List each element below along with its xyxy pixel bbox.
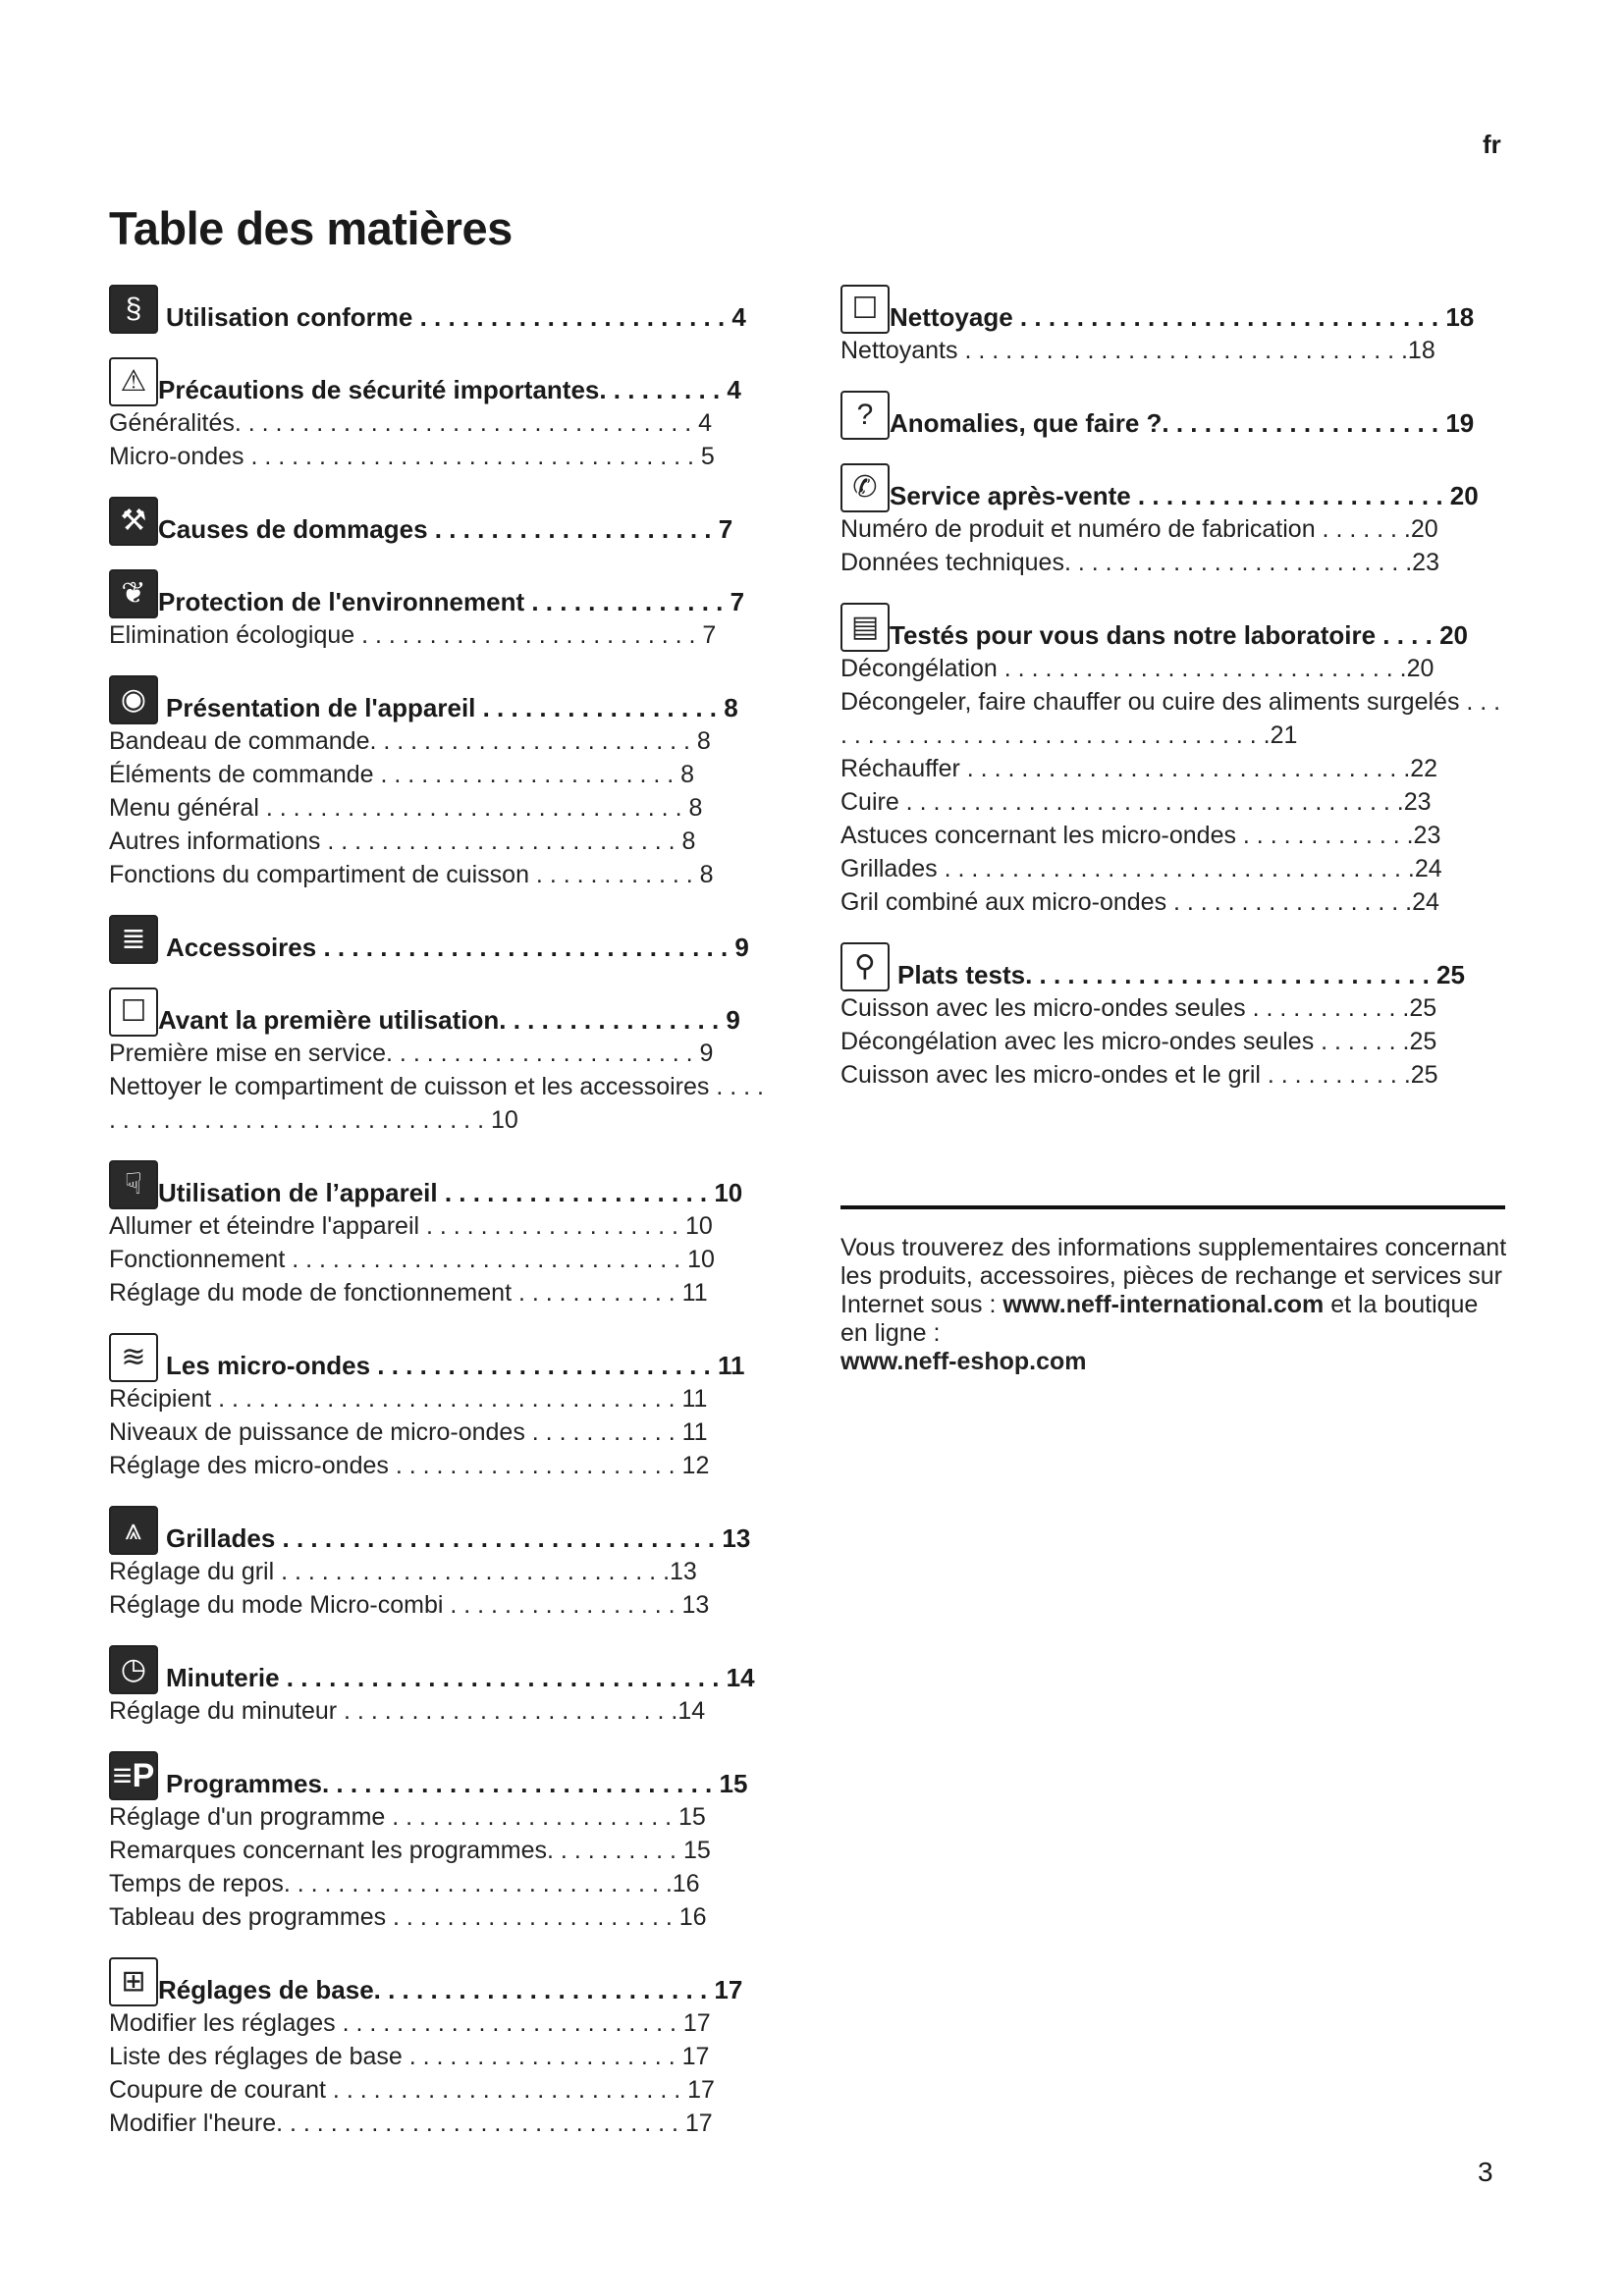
toc-section xyxy=(109,1751,777,1934)
toc-entry[interactable]: Niveaux de puissance de micro-ondes . . . . . . . . . . . 11 xyxy=(109,1418,708,1446)
toc-entry[interactable]: Nettoyants . . . . . . . . . . . . . . . . . . . . . . . . . . . . . . . . .18 xyxy=(840,337,1435,364)
toc-entry[interactable]: Décongélation avec les micro-ondes seules . . . . . . .25 xyxy=(840,1028,1437,1055)
toc-entry[interactable]: Modifier l'heure. . . . . . . . . . . . . . . . . . . . . . . . . . . . . . 17 xyxy=(109,2109,713,2137)
toc-entry[interactable]: Réglage des micro-ondes . . . . . . . . . . . . . . . . . . . . . 12 xyxy=(109,1452,710,1479)
toc-entry[interactable]: Micro-ondes . . . . . . . . . . . . . . . . . . . . . . . . . . . . . . . . . 5 xyxy=(109,443,715,470)
toc-section-title: Grillades . . . . . . . . . . . . . . . . . . . . . . . . . . . . . . . 13 xyxy=(166,1524,751,1554)
toc-entry[interactable]: Première mise en service. . . . . . . . . . . . . . . . . . . . . . . 9 xyxy=(109,1040,714,1067)
toc-entry[interactable]: Allumer et éteindre l'appareil . . . . . . . . . . . . . . . . . . . 10 xyxy=(109,1212,713,1240)
toc-section-heading[interactable] xyxy=(109,357,777,406)
toc-section-title: Protection de l'environnement . . . . . . . . . . . . . . 7 xyxy=(158,588,745,617)
toc-entry[interactable]: Numéro de produit et numéro de fabrication . . . . . . .20 xyxy=(840,515,1438,543)
programmes-p-icon: ≡P xyxy=(109,1751,158,1800)
microwave-waves-icon: ≋ xyxy=(109,1333,158,1382)
toc-entry[interactable]: Grillades . . . . . . . . . . . . . . . . . . . . . . . . . . . . . . . . . . .24 xyxy=(840,855,1442,882)
toc-entry[interactable]: Cuire . . . . . . . . . . . . . . . . . . . . . . . . . . . . . . . . . . . . .23 xyxy=(840,788,1432,816)
toc-section-title: Utilisation conforme . . . . . . . . . . . . . . . . . . . . . . 4 xyxy=(166,303,746,333)
toc-entry[interactable]: Généralités. . . . . . . . . . . . . . . . . . . . . . . . . . . . . . . . . . 4 xyxy=(109,409,713,437)
toc-section-title: Nettoyage . . . . . . . . . . . . . . . . . . . . . . . . . . . . . . 18 xyxy=(890,303,1475,333)
toc-section-title: Anomalies, que faire ?. . . . . . . . . . . . . . . . . . . . 19 xyxy=(890,409,1475,439)
link-neff-eshop[interactable]: www.neff-eshop.com xyxy=(840,1348,1087,1375)
toc-section-heading[interactable] xyxy=(109,675,777,724)
toc-left-column xyxy=(109,285,777,2163)
toc-section-heading[interactable] xyxy=(109,1645,777,1694)
toc-entry[interactable]: Réchauffer . . . . . . . . . . . . . . . . . . . . . . . . . . . . . . . . .22 xyxy=(840,755,1438,782)
toc-section xyxy=(109,1333,777,1482)
toc-entry[interactable]: Cuisson avec les micro-ondes et le gril . . . . . . . . . . .25 xyxy=(840,1061,1438,1089)
leaf-environment-icon: ❦ xyxy=(109,569,158,618)
info-text: Vous trouverez des informations supplementaires concernant les produits, accessoires, pièces de rechange et services sur Internet sous : xyxy=(840,1234,1507,1318)
basic-settings-grid-icon: ⊞ xyxy=(109,1957,158,2006)
toc-entry[interactable]: Réglage du mode de fonctionnement . . . . . . . . . . . . 11 xyxy=(109,1279,708,1307)
toc-entry[interactable]: Remarques concernant les programmes. . . . . . . . . . 15 xyxy=(109,1837,711,1864)
toc-entry[interactable]: Éléments de commande . . . . . . . . . . . . . . . . . . . . . . 8 xyxy=(109,761,695,788)
toc-section xyxy=(109,569,777,652)
toc-entry[interactable]: Temps de repos. . . . . . . . . . . . . . . . . . . . . . . . . . . . .16 xyxy=(109,1870,700,1897)
toc-section xyxy=(109,285,777,334)
accessories-tray-icon: ≣ xyxy=(109,915,158,964)
toc-section-heading[interactable] xyxy=(840,463,1510,512)
toc-section-title: Minuterie . . . . . . . . . . . . . . . . . . . . . . . . . . . . . . . 14 xyxy=(166,1664,755,1693)
magnifier-test-icon: ⚲ xyxy=(840,942,890,991)
toc-section-heading[interactable] xyxy=(840,942,1510,991)
toc-section xyxy=(109,1160,777,1309)
toc-section-heading[interactable] xyxy=(109,915,777,964)
timer-clock-icon: ◷ xyxy=(109,1645,158,1694)
toc-section-heading[interactable] xyxy=(109,1751,777,1800)
toc-entry[interactable]: Elimination écologique . . . . . . . . . . . . . . . . . . . . . . . . . 7 xyxy=(109,621,717,649)
toc-entry[interactable]: Décongeler, faire chauffer ou cuire des aliments surgelés . . . . . . . . . . . . . . . . . . . . . . . . . . . . . . . . . . .21 xyxy=(840,688,1501,749)
section-hand-icon: § xyxy=(109,285,158,334)
page-number: 3 xyxy=(1478,2157,1493,2187)
toc-section xyxy=(109,675,777,891)
toc-section xyxy=(109,1506,777,1622)
toc-section-heading[interactable] xyxy=(840,391,1510,440)
toc-section xyxy=(840,463,1510,579)
toc-entry[interactable]: Réglage d'un programme . . . . . . . . . . . . . . . . . . . . . 15 xyxy=(109,1803,706,1831)
info-divider xyxy=(840,1205,1505,1209)
question-mark-icon: ? xyxy=(840,391,890,440)
toc-section-heading[interactable] xyxy=(109,1333,777,1382)
grill-heater-icon: ⩓ xyxy=(109,1506,158,1555)
toc-section-heading[interactable] xyxy=(109,1957,777,2006)
toc-entry[interactable]: Tableau des programmes . . . . . . . . . . . . . . . . . . . . . 16 xyxy=(109,1903,707,1931)
eye-icon: ◉ xyxy=(109,675,158,724)
toc-entry[interactable]: Réglage du mode Micro-combi . . . . . . . . . . . . . . . . . 13 xyxy=(109,1591,710,1619)
toc-section-heading[interactable] xyxy=(109,988,777,1037)
oven-hand-icon: ☐ xyxy=(109,988,158,1037)
toc-section-heading[interactable] xyxy=(109,1160,777,1209)
operation-hand-icon: ☟ xyxy=(109,1160,158,1209)
toc-section-title: Avant la première utilisation. . . . . . . . . . . . . . . . 9 xyxy=(158,1006,740,1036)
warning-triangle-icon: ⚠ xyxy=(109,357,158,406)
telephone-icon: ✆ xyxy=(840,463,890,512)
toc-entry[interactable]: Autres informations . . . . . . . . . . . . . . . . . . . . . . . . . . 8 xyxy=(109,828,696,855)
toc-section-heading[interactable] xyxy=(109,569,777,618)
toc-section-heading[interactable] xyxy=(840,285,1510,334)
toc-entry[interactable]: Astuces concernant les micro-ondes . . . . . . . . . . . . .23 xyxy=(840,822,1441,849)
toc-section xyxy=(109,497,777,546)
toc-section-title: Plats tests. . . . . . . . . . . . . . . . . . . . . . . . . . . . . 25 xyxy=(897,961,1465,990)
info-note xyxy=(840,1234,1510,1376)
toc-section xyxy=(840,603,1510,919)
toc-section-title: Accessoires . . . . . . . . . . . . . . . . . . . . . . . . . . . . . 9 xyxy=(166,934,749,963)
toc-entry[interactable]: Gril combiné aux micro-ondes . . . . . . . . . . . . . . . . . .24 xyxy=(840,888,1439,916)
toc-entry[interactable]: Décongélation . . . . . . . . . . . . . . . . . . . . . . . . . . . . . .20 xyxy=(840,655,1435,682)
toc-section xyxy=(109,988,777,1137)
toc-section-heading[interactable] xyxy=(109,1506,777,1555)
toc-entry[interactable]: Données techniques. . . . . . . . . . . . . . . . . . . . . . . . . .23 xyxy=(840,549,1439,576)
toc-section xyxy=(109,1645,777,1728)
language-code: fr xyxy=(1483,130,1501,159)
toc-section-heading[interactable] xyxy=(109,497,777,546)
hammer-damage-icon: ⚒ xyxy=(109,497,158,546)
toc-section-title: Utilisation de l’appareil . . . . . . . . . . . . . . . . . . . 10 xyxy=(158,1179,743,1208)
toc-section-heading[interactable] xyxy=(109,285,777,334)
toc-entry[interactable]: Cuisson avec les micro-ondes seules . . . . . . . . . . . .25 xyxy=(840,994,1437,1022)
toc-section xyxy=(109,357,777,473)
page-title: Table des matières xyxy=(109,202,513,254)
toc-entry[interactable]: Réglage du gril . . . . . . . . . . . . . . . . . . . . . . . . . . . . .13 xyxy=(109,1558,697,1585)
toc-section-heading[interactable] xyxy=(840,603,1510,652)
toc-entry[interactable]: Récipient . . . . . . . . . . . . . . . . . . . . . . . . . . . . . . . . . . 11 xyxy=(109,1385,708,1413)
toc-section-title: Précautions de sécurité importantes. . . . . . . . . 4 xyxy=(158,376,741,405)
toc-section-title: Causes de dommages . . . . . . . . . . . . . . . . . . . . 7 xyxy=(158,515,733,545)
toc-entry[interactable]: Fonctionnement . . . . . . . . . . . . . . . . . . . . . . . . . . . . . 10 xyxy=(109,1246,715,1273)
toc-section-title: Réglages de base. . . . . . . . . . . . . . . . . . . . . . . . 17 xyxy=(158,1976,743,2005)
toc-entry[interactable]: Modifier les réglages . . . . . . . . . . . . . . . . . . . . . . . . . 17 xyxy=(109,2009,711,2037)
toc-entry[interactable]: Nettoyer le compartiment de cuisson et les accessoires . . . . . . . . . . . . . . . . . . . . . . . . . . . . . . . . 10 xyxy=(109,1073,764,1134)
document-list-icon: ▤ xyxy=(840,603,890,652)
toc-entry[interactable]: Coupure de courant . . . . . . . . . . . . . . . . . . . . . . . . . . 17 xyxy=(109,2076,715,2104)
toc-section-title: Testés pour vous dans notre laboratoire . . . . 20 xyxy=(890,621,1468,651)
toc-section xyxy=(840,391,1510,440)
toc-entry[interactable]: Bandeau de commande. . . . . . . . . . . . . . . . . . . . . . . . 8 xyxy=(109,727,711,755)
toc-section-title: Présentation de l'appareil . . . . . . . . . . . . . . . . . 8 xyxy=(166,694,738,723)
toc-entry[interactable]: Fonctions du compartiment de cuisson . . . . . . . . . . . . 8 xyxy=(109,861,714,888)
toc-entry[interactable]: Menu général . . . . . . . . . . . . . . . . . . . . . . . . . . . . . . . 8 xyxy=(109,794,703,822)
toc-section-title: Les micro-ondes . . . . . . . . . . . . . . . . . . . . . . . . 11 xyxy=(166,1352,745,1381)
toc-section xyxy=(840,285,1510,367)
cleaning-hand-icon: ☐ xyxy=(840,285,890,334)
toc-section xyxy=(109,1957,777,2140)
toc-section xyxy=(840,942,1510,1092)
toc-right-column xyxy=(840,285,1510,1115)
toc-section-title: Service après-vente . . . . . . . . . . . . . . . . . . . . . . 20 xyxy=(890,482,1479,511)
info-text-continued: et la boutique en ligne : xyxy=(840,1291,1479,1347)
toc-entry[interactable]: Liste des réglages de base . . . . . . . . . . . . . . . . . . . . 17 xyxy=(109,2043,710,2070)
link-neff-international[interactable]: www.neff-international.com xyxy=(1002,1291,1325,1318)
toc-section-title: Programmes. . . . . . . . . . . . . . . . . . . . . . . . . . . . 15 xyxy=(166,1770,748,1799)
toc-entry[interactable]: Réglage du minuteur . . . . . . . . . . . . . . . . . . . . . . . . .14 xyxy=(109,1697,706,1725)
toc-section xyxy=(109,915,777,964)
